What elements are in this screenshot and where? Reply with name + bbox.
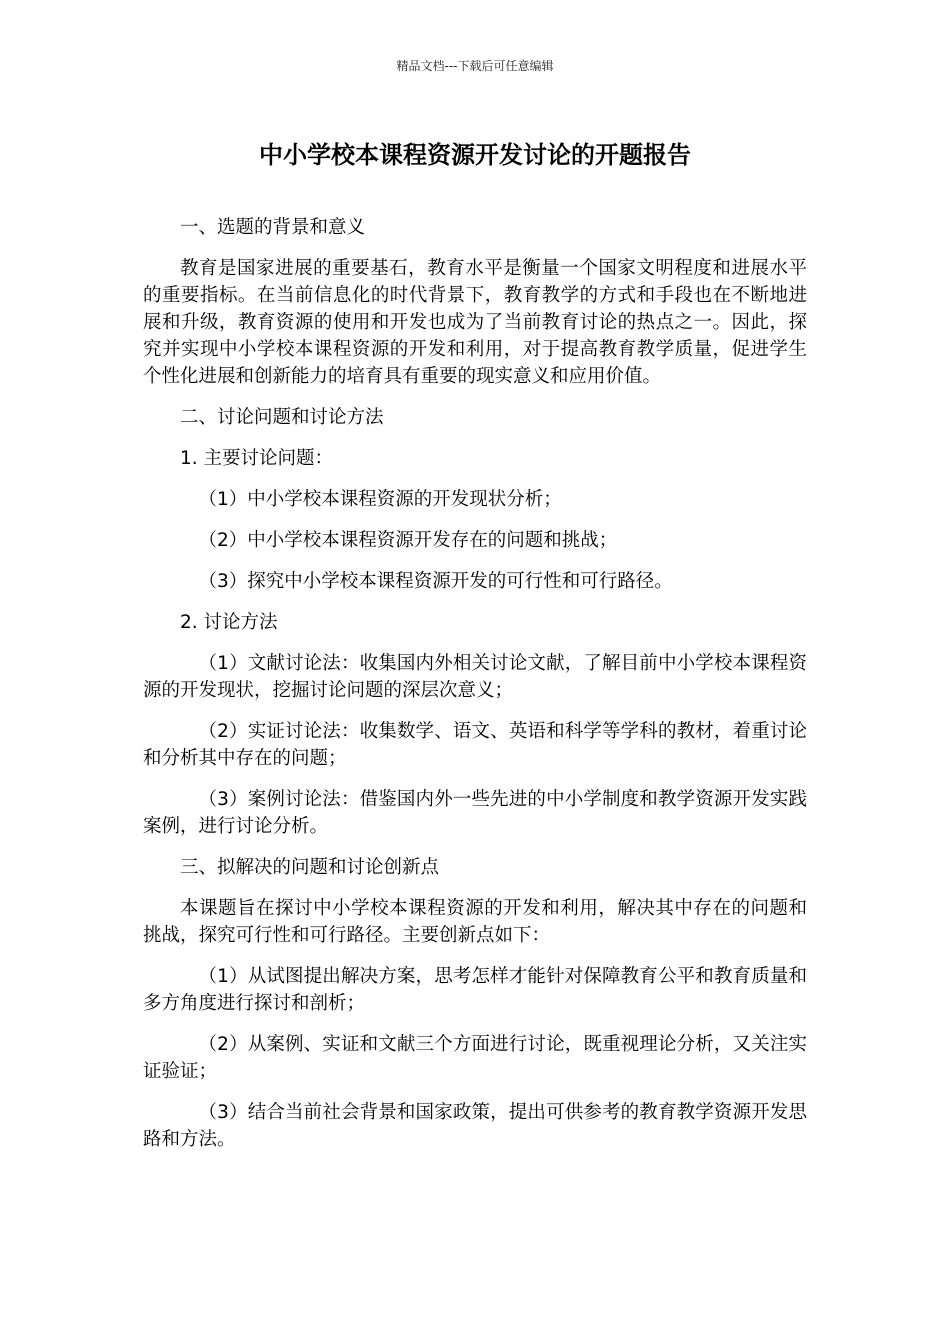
list-item-question-2: （2）中小学校本课程资源开发存在的问题和挑战； (198, 530, 618, 551)
list-item-question-1: （1）中小学校本课程资源的开发现状分析； (198, 489, 562, 510)
section-heading-background: 一、选题的背景和意义 (180, 217, 366, 238)
page-header-note: 精品文档---下载后可任意编辑 (396, 59, 554, 73)
list-item-innovation-2: （2）从案例、实证和文献三个方面进行讨论，既重视理论分析，又关注实证验证； (143, 1034, 807, 1082)
list-item-method-2: （2）实证讨论法：收集数学、语文、英语和科学等学科的教材，着重讨论和分析其中存在的问题； (143, 721, 807, 769)
list-item-innovation-1: （1）从试图提出解决方案，思考怎样才能针对保障教育公平和教育质量和多方角度进行探讨和剖析； (143, 966, 807, 1014)
section-heading-innovation: 三、拟解决的问题和讨论创新点 (180, 857, 440, 878)
paragraph-background: 教育是国家进展的重要基石，教育水平是衡量一个国家文明程度和进展水平的重要指标。在当前信息化的时代背景下，教育教学的方式和手段也在不断地进展和升级，教育资源的使用和开发也成为了当前教育讨论的热点之一。因此，探究并实现中小学校本课程资源的开发和利用，对于提高教育教学质量，促进学生个性化进展和创新能力的培育具有重要的现实意义和应用价值。 (143, 258, 807, 387)
section-heading-methods: 二、讨论问题和讨论方法 (180, 407, 384, 428)
list-item-method-1: （1）文献讨论法：收集国内外相关讨论文献，了解目前中小学校本课程资源的开发现状，挖掘讨论问题的深层次意义； (143, 653, 807, 701)
subheading-main-questions: 1. 主要讨论问题： (180, 448, 334, 469)
list-item-method-3: （3）案例讨论法：借鉴国内外一些先进的中小学制度和教学资源开发实践案例，进行讨论分析。 (143, 789, 807, 837)
document-body (143, 214, 807, 1167)
document-title: 中小学校本课程资源开发讨论的开题报告 (259, 141, 691, 169)
list-item-innovation-3: （3）结合当前社会背景和国家政策，提出可供参考的教育教学资源开发思路和方法。 (143, 1102, 807, 1150)
subheading-methods: 2. 讨论方法 (180, 612, 278, 633)
paragraph-innovation-intro: 本课题旨在探讨中小学校本课程资源的开发和利用，解决其中存在的问题和挑战，探究可行性和可行路径。主要创新点如下： (143, 898, 807, 946)
list-item-question-3: （3）探究中小学校本课程资源开发的可行性和可行路径。 (198, 571, 673, 592)
